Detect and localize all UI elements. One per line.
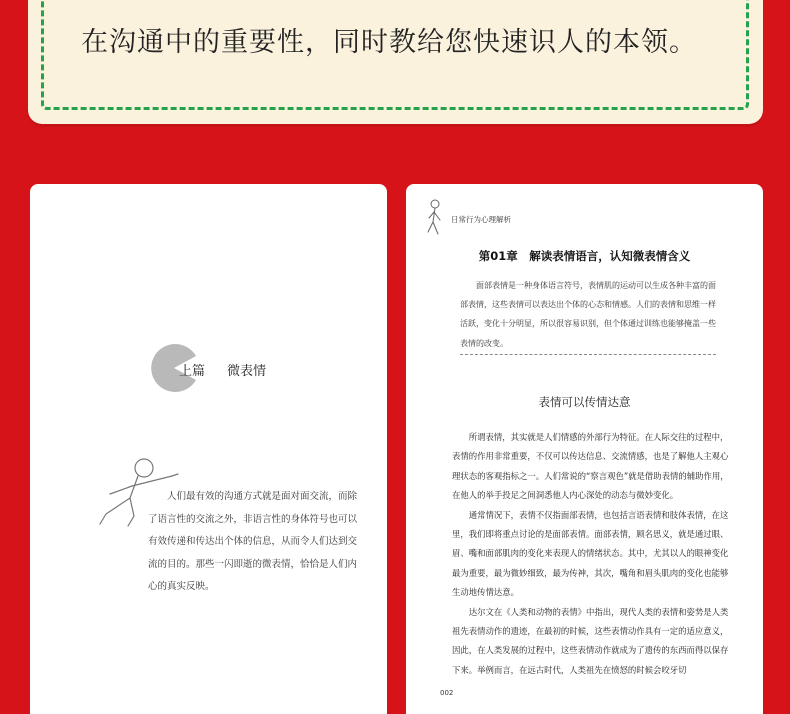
stick-figure-small-icon (424, 198, 450, 238)
part-heading (179, 360, 266, 379)
page-number: 002 (440, 689, 454, 697)
dashed-divider (460, 354, 716, 355)
chapter-title: 第01章 解读表情语言，认知微表情含义 (478, 249, 691, 263)
left-paragraph: 人们最有效的沟通方式就是面对面交流，而除了语言性的交流之外，非语言性的身体符号也可以有效传递和传达出个体的信息，从而令人们达到交流的目的。那些一闪即逝的微表情，恰恰是人们内心的真实反映。 (148, 491, 358, 592)
chapter-intro: 面部表情是一种身体语言符号，表情肌的运动可以生成各种丰富的面部表情，这些表情可以表达出个体的心态和情感。人们的表情和思维一样活跃，变化十分明显，所以很容易识别，但个体通过训练也能够掩盖一些表情的改变。 (460, 281, 716, 348)
body-paragraph: 所谓表情，其实就是人们情感的外部行为特征。在人际交往的过程中，表情的作用非常重要，不仅可以传达信息、交流情感，也是了解他人主观心理状态的客观指标之一。人们常说的“察言观色”就是借助表情的辅助作用，在他人的举手投足之间洞悉他人内心深处的动态与微妙变化。 (452, 432, 729, 501)
body-text (452, 428, 732, 680)
body-paragraph: 通常情况下，表情不仅指面部表情，也包括言语表情和肢体表情，在这里，我们即将重点讨论的是面部表情。面部表情，顾名思义，就是通过眼、眉、嘴和面部肌肉的变化来表现人的情绪状态。其中，尤其以人的眼神变化最为重要，最为微妙细致，最为传神，其次，嘴角和眉头肌肉的变化也能够生动地传情达意。 (452, 509, 729, 598)
banner-line-2: 在沟通中的重要性，同时教给您快速识人的本领。 (81, 27, 697, 58)
part-number: 上篇 (179, 364, 206, 379)
body-paragraph: 达尔文在《人类和动物的表情》中指出，现代人类的表情和姿势是人类祖先表情动作的遗迹，在最初的时候，这些表情动作具有一定的适应意义，因此，在人类发展的过程中，这些表情动作就成为了遗传的东西而得以保存下来。举例而言，在远古时代，人类祖先在愤怒的时候会咬牙切 (452, 606, 729, 675)
section-title: 表情可以传情达意 (538, 395, 631, 409)
book-page-right (406, 184, 763, 714)
book-page-left (30, 184, 387, 714)
intro-banner (28, 0, 763, 124)
part-title: 微表情 (227, 364, 267, 379)
running-head: 日常行为心理解析 (451, 215, 511, 224)
